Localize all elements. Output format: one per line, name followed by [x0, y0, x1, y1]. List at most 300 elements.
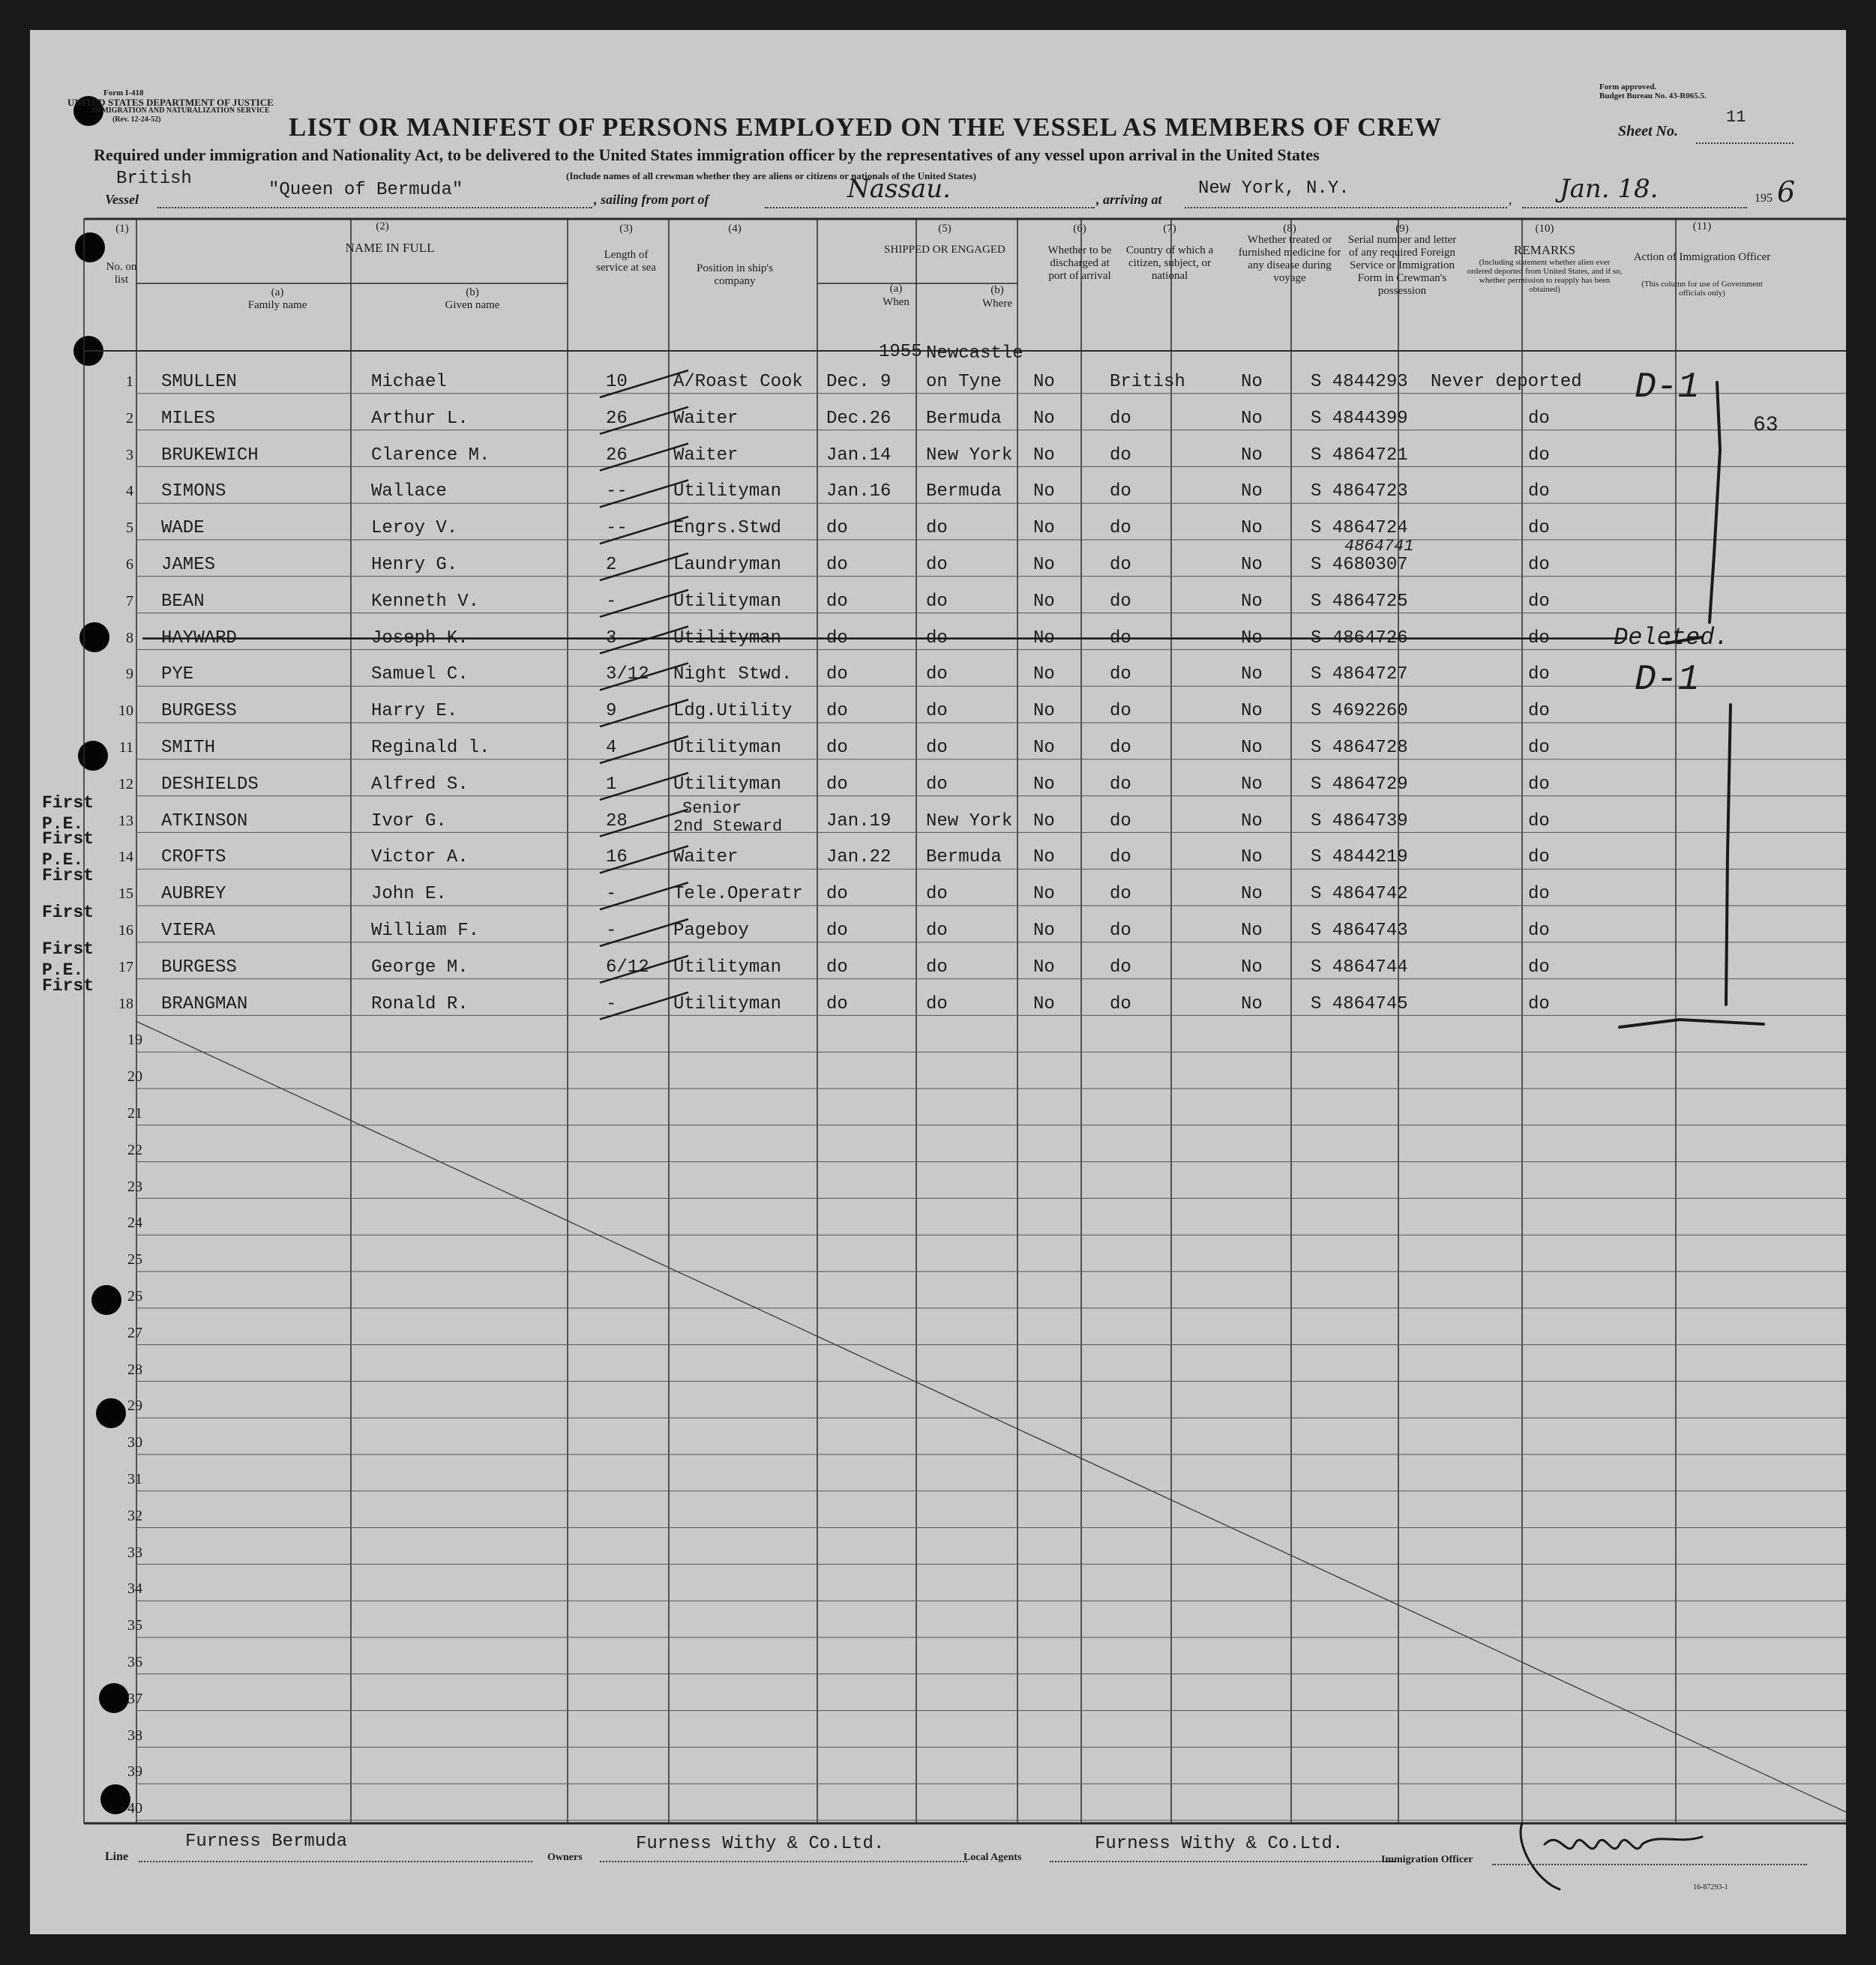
country: British: [1110, 372, 1185, 392]
remarks: do: [1528, 738, 1550, 758]
col5-number: (5): [938, 223, 951, 235]
subtitle: Required under immigration and Nationality Act, to be delivered to the United States immigration officer by the representatives of any vessel upon arrival in the United States: [94, 145, 1320, 164]
position: Ldg.Utility: [673, 701, 793, 722]
budget-bureau: Budget Bureau No. 43-R065.5.: [1599, 91, 1707, 100]
engaged-where-line1: Newcastle: [926, 343, 1023, 364]
position: Utilityman: [673, 481, 782, 502]
discharge: No: [1033, 518, 1055, 539]
col2b-number: (b): [466, 286, 479, 298]
remarks: do: [1528, 408, 1550, 429]
serial-number: S 4864745: [1311, 993, 1408, 1014]
discharge: No: [1033, 591, 1055, 612]
service-length: 4: [606, 738, 617, 758]
engaged-where: Bermuda: [926, 847, 1002, 868]
vessel-name: "Queen of Bermuda": [268, 180, 463, 200]
position: A/Roast Cook: [673, 372, 803, 392]
engaged-where: New York: [926, 810, 1013, 831]
country: do: [1110, 957, 1131, 978]
engaged-when: Dec. 9: [826, 372, 892, 392]
engaged-where: do: [926, 518, 948, 539]
medicine: No: [1241, 701, 1263, 722]
engaged-when: Dec.26: [826, 408, 892, 429]
owners-underline: [600, 1861, 967, 1862]
col9-number: (9): [1395, 223, 1409, 235]
col9-header: Serial number and letter of any required Foreign Service or Immigration Form in Crewman's possession: [1347, 234, 1457, 297]
col2a-number: (a): [271, 286, 284, 298]
serial-number: S 4864744: [1311, 957, 1408, 978]
row-number: 13: [118, 812, 133, 829]
given-name: Henry G.: [371, 555, 458, 575]
position: Utilityman: [673, 628, 782, 649]
row-number: 27: [127, 1324, 142, 1341]
officer-label: Immigration Officer: [1381, 1854, 1473, 1865]
col1-header: No. on list: [106, 261, 137, 286]
medicine: No: [1241, 445, 1263, 466]
discharge: No: [1033, 664, 1055, 685]
engaged-when: do: [826, 664, 848, 685]
discharge: No: [1033, 810, 1055, 831]
service-length: 28: [606, 810, 628, 831]
row-number: 21: [127, 1105, 142, 1122]
country: do: [1110, 481, 1131, 502]
left-note-2: P.E.: [42, 813, 84, 834]
serial-number: S 4864743: [1311, 921, 1408, 941]
left-note: First: [42, 939, 94, 959]
col5-header: SHIPPED OR ENGAGED: [884, 244, 1005, 256]
officer-underline: [1492, 1864, 1807, 1865]
country: do: [1110, 701, 1131, 722]
given-name: John E.: [371, 884, 447, 905]
service-length: -: [606, 921, 617, 941]
row-number: 32: [127, 1507, 142, 1524]
remarks: do: [1528, 993, 1550, 1014]
row-number: 31: [127, 1471, 142, 1487]
engaged-when: do: [826, 957, 848, 978]
approval: Form approved.: [1599, 82, 1657, 91]
position: Engrs.Stwd: [673, 518, 782, 539]
discharge: No: [1033, 738, 1055, 758]
left-note: First: [42, 975, 94, 996]
left-note-2: P.E.: [42, 850, 84, 870]
position: Waiter: [673, 408, 739, 429]
engaged-when: do: [826, 701, 848, 722]
family-name: BEAN: [161, 591, 205, 612]
row-number: 22: [127, 1141, 142, 1158]
row-number: 16: [118, 922, 133, 939]
given-name: Joseph K.: [371, 628, 469, 649]
serial-number: S 4864723: [1311, 481, 1408, 502]
side-note: 63: [1753, 414, 1779, 437]
discharge: No: [1033, 774, 1055, 795]
line-value: Furness Bermuda: [185, 1832, 348, 1852]
serial-number: S 4864742: [1311, 884, 1408, 905]
sailing-label: , sailing from port of: [594, 192, 709, 207]
serial-number: S 4844293: [1311, 372, 1408, 392]
left-note: First: [42, 792, 94, 813]
row-number: 29: [127, 1397, 142, 1415]
engaged-where: do: [926, 738, 948, 758]
country: do: [1110, 408, 1131, 429]
position: Utilityman: [673, 591, 782, 612]
service-length: 6/12: [606, 957, 649, 978]
row-number: 30: [127, 1434, 142, 1451]
col6-header: Whether to be discharged at port of arrival: [1047, 244, 1112, 282]
col6-number: (6): [1073, 223, 1086, 235]
row-number: 11: [118, 739, 133, 756]
engaged-when: do: [826, 555, 848, 575]
family-name: HAYWARD: [161, 628, 237, 649]
family-name: BRANGMAN: [161, 993, 248, 1014]
medicine: No: [1241, 847, 1263, 868]
engaged-when: do: [826, 591, 848, 612]
engaged-where: Bermuda: [926, 481, 1002, 502]
family-name: JAMES: [161, 555, 216, 575]
medicine: No: [1241, 481, 1263, 502]
family-name: CROFTS: [161, 847, 226, 868]
medicine: No: [1241, 372, 1263, 392]
remarks: do: [1528, 591, 1550, 612]
service: IMMIGRATION AND NATURALIZATION SERVICE: [91, 106, 270, 115]
country: do: [1110, 518, 1131, 539]
revision: (Rev. 12-24-52): [112, 115, 161, 124]
serial-number: S 4844399: [1311, 408, 1408, 429]
family-name: PYE: [161, 664, 194, 685]
service-length: 3/12: [606, 664, 649, 685]
remarks: do: [1528, 664, 1550, 685]
left-note-2: P.E.: [42, 960, 84, 980]
agents-value: Furness Withy & Co.Ltd.: [1095, 1834, 1344, 1854]
country: do: [1110, 591, 1131, 612]
manifest-sheet: [30, 30, 1846, 1934]
service-length: -: [606, 591, 617, 612]
serial-number: S 4864727: [1311, 664, 1408, 685]
bracket-tick-1: [1666, 637, 1702, 643]
remarks: do: [1528, 957, 1550, 978]
engaged-when: do: [826, 774, 848, 795]
family-name: ATKINSON: [161, 810, 248, 831]
row-number: 36: [127, 1654, 142, 1670]
vessel-label: Vessel: [105, 192, 139, 207]
family-name: DESHIELDS: [161, 774, 259, 795]
row-number: 2: [126, 409, 133, 427]
col10-number: (10): [1535, 223, 1554, 235]
remarks: do: [1528, 445, 1550, 466]
col5b-number: (b): [990, 284, 1004, 296]
medicine: No: [1241, 774, 1263, 795]
col2-header: NAME IN FULL: [345, 241, 435, 255]
row-number: 19: [127, 1032, 142, 1049]
position: Tele.Operatr: [673, 884, 803, 905]
given-name: George M.: [371, 957, 469, 978]
given-name: Michael: [371, 372, 447, 392]
family-name: BURGESS: [161, 701, 237, 722]
position: Waiter: [673, 445, 739, 466]
country: do: [1110, 738, 1131, 758]
row-number: 34: [127, 1580, 142, 1598]
officer-action: D-1: [1635, 660, 1700, 701]
col5a-header: When: [883, 296, 910, 308]
given-name: Victor A.: [371, 847, 469, 868]
serial-number: S 4844219: [1311, 847, 1408, 868]
country: do: [1110, 628, 1131, 649]
country: do: [1110, 445, 1131, 466]
given-name: Alfred S.: [371, 774, 469, 795]
serial-number: S 4692260: [1311, 701, 1408, 722]
row-number: 26: [127, 1288, 142, 1305]
given-name: Wallace: [371, 481, 447, 502]
medicine: No: [1241, 993, 1263, 1014]
given-name: Samuel C.: [371, 664, 469, 685]
row-number: 40: [127, 1800, 142, 1817]
discharge: No: [1033, 701, 1055, 722]
service-length: --: [606, 481, 628, 502]
given-name: Reginald l.: [371, 738, 490, 758]
discharge: No: [1033, 628, 1055, 649]
discharge: No: [1033, 993, 1055, 1014]
include-note: (Include names of all crewman whether they are aliens or citizens or nationals of the United States): [566, 170, 976, 181]
year-handwritten: 6: [1777, 175, 1796, 208]
row-number: 12: [118, 775, 133, 792]
discharge: No: [1033, 555, 1055, 575]
remarks: do: [1528, 847, 1550, 868]
medicine: No: [1241, 810, 1263, 831]
family-name: SIMONS: [161, 481, 226, 502]
row-number: 24: [127, 1215, 142, 1232]
engaged-when: Jan.14: [826, 445, 892, 466]
left-note: First: [42, 829, 94, 849]
col3-header: Length of service at sea: [596, 249, 656, 274]
country: do: [1110, 847, 1131, 868]
row-number: 6: [126, 556, 133, 573]
arrival-date: Jan. 18.: [1560, 174, 1659, 204]
page-title: LIST OR MANIFEST OF PERSONS EMPLOYED ON THE VESSEL AS MEMBERS OF CREW: [289, 112, 1443, 142]
engaged-where: do: [926, 555, 948, 575]
engaged-where: do: [926, 884, 948, 905]
sheet-number: 11: [1726, 108, 1746, 127]
given-name: Leroy V.: [371, 518, 458, 539]
col2a-header: Family name: [247, 299, 307, 311]
given-name: Kenneth V.: [371, 591, 480, 612]
service-length: 9: [606, 701, 617, 722]
row-number: 14: [118, 849, 133, 866]
vessel-nationality: British: [116, 169, 192, 189]
row-number: 8: [126, 629, 133, 646]
col10-note: (Including statement whether alien ever ordered deported from United States, and if so, whether permission to reapply has been obtained): [1467, 258, 1623, 294]
remarks: do: [1528, 518, 1550, 539]
col2b-header: Given name: [445, 299, 500, 311]
col5a-number: (a): [889, 283, 903, 295]
country: do: [1110, 555, 1131, 575]
footer-code: 16-87293-1: [1693, 1883, 1728, 1892]
row-number: 18: [118, 995, 133, 1012]
discharge: No: [1033, 957, 1055, 978]
serial-number: S 4864739: [1311, 810, 1408, 831]
row-number: 5: [126, 520, 133, 537]
col7-header: Country of which a citizen, subject, or national: [1125, 244, 1214, 282]
family-name: BURGESS: [161, 957, 237, 978]
remarks: do: [1528, 555, 1550, 575]
engaged-when: do: [826, 518, 848, 539]
engaged-when: do: [826, 628, 848, 649]
medicine: No: [1241, 957, 1263, 978]
col1-number: (1): [115, 223, 129, 235]
given-name: Ronald R.: [371, 993, 469, 1014]
engaged-when: Jan.22: [826, 847, 892, 868]
position: Utilityman: [673, 738, 782, 758]
discharge: No: [1033, 884, 1055, 905]
country: do: [1110, 664, 1131, 685]
engaged-when: Jan.16: [826, 481, 892, 502]
row-number: 39: [127, 1763, 142, 1781]
service-length: -: [606, 993, 617, 1014]
remarks: do: [1528, 810, 1550, 831]
serial-number: S 4680307: [1311, 555, 1408, 575]
agency: UNITED STATES DEPARTMENT OF JUSTICE: [67, 97, 274, 108]
engaged-when: do: [826, 738, 848, 758]
country: do: [1110, 993, 1131, 1014]
discharge: No: [1033, 921, 1055, 941]
row-number: 17: [118, 958, 133, 975]
engaged-where: do: [926, 628, 948, 649]
service-length: 26: [606, 445, 628, 466]
line-underline: [139, 1861, 532, 1862]
medicine: No: [1241, 921, 1263, 941]
family-name: VIERA: [161, 921, 216, 941]
service-length: 2: [606, 555, 617, 575]
owners-label: Owners: [547, 1852, 583, 1863]
year-printed: 195: [1755, 192, 1773, 205]
remarks: do: [1528, 481, 1550, 502]
left-note: First: [42, 866, 94, 886]
medicine: No: [1241, 884, 1263, 905]
officer-action: D-1: [1635, 367, 1700, 408]
given-name: Arthur L.: [371, 408, 469, 429]
row-number: 15: [118, 885, 133, 903]
service-length: --: [606, 518, 628, 539]
discharge: No: [1033, 481, 1055, 502]
service-length: 26: [606, 408, 628, 429]
col8-header: Whether treated or furnished medicine for any disease during voyage: [1238, 234, 1341, 284]
service-length: 16: [606, 847, 628, 868]
arriving-label: , arriving at: [1096, 192, 1162, 207]
owners-value: Furness Withy & Co.Ltd.: [636, 1834, 885, 1854]
engaged-where: New York: [926, 445, 1013, 466]
discharge: No: [1033, 408, 1055, 429]
officer-signature: [1521, 1823, 1702, 1889]
engaged-where: do: [926, 701, 948, 722]
position: Utilityman: [673, 957, 782, 978]
position: Laundryman: [673, 555, 782, 575]
medicine: No: [1241, 518, 1263, 539]
left-note: First: [42, 903, 94, 922]
medicine: No: [1241, 738, 1263, 758]
family-name: SMITH: [161, 738, 216, 758]
agents-label: Local Agents: [963, 1852, 1022, 1863]
sailing-port: Nassau.: [847, 174, 951, 204]
engaged-when: do: [826, 993, 848, 1014]
country: do: [1110, 774, 1131, 795]
col11-number: (11): [1692, 220, 1712, 232]
position: Waiter: [673, 847, 739, 868]
col11-note: (This column for use of Government officials only): [1641, 280, 1763, 298]
given-name: Clarence M.: [371, 445, 490, 466]
discharge: No: [1033, 847, 1055, 868]
row-number: 38: [127, 1727, 142, 1744]
given-name: Ivor G.: [371, 810, 447, 831]
serial-number: S 4864721: [1311, 445, 1408, 466]
engaged-where: Bermuda: [926, 408, 1002, 429]
row-number: 4: [126, 483, 133, 500]
position: Utilityman: [673, 774, 782, 795]
col11-header: Action of Immigration Officer: [1633, 251, 1771, 263]
row-number: 28: [127, 1361, 142, 1378]
row-number: 25: [127, 1251, 142, 1269]
family-name: MILES: [161, 408, 216, 429]
bracket-line-2: [1726, 705, 1731, 1005]
given-name: William F.: [371, 921, 480, 941]
serial-number: S 4864725: [1311, 591, 1408, 612]
engaged-where: do: [926, 957, 948, 978]
serial-number: S 4864728: [1311, 738, 1408, 758]
family-name: BRUKEWICH: [161, 445, 259, 466]
row-number: 3: [126, 446, 133, 463]
family-name: WADE: [161, 518, 205, 539]
position: Pageboy: [673, 921, 749, 941]
row-number: 23: [127, 1178, 142, 1195]
col5b-header: Where: [982, 298, 1012, 310]
service-length: 3: [606, 628, 617, 649]
medicine: No: [1241, 408, 1263, 429]
row-number: 20: [127, 1068, 142, 1086]
remarks: do: [1528, 628, 1550, 649]
position: 2nd Steward: [673, 816, 783, 836]
position: Night Stwd.: [673, 664, 793, 685]
position-line1: Senior: [682, 798, 742, 818]
engaged-where: do: [926, 664, 948, 685]
engaged-where: on Tyne: [926, 372, 1002, 392]
comma: ,: [1509, 192, 1512, 207]
row-number: 37: [127, 1690, 142, 1707]
medicine: No: [1241, 664, 1263, 685]
engaged-when: Jan.19: [826, 810, 892, 831]
sheet-label: Sheet No.: [1618, 123, 1678, 139]
remarks: Never deported: [1431, 372, 1582, 392]
family-name: SMULLEN: [161, 372, 237, 392]
handwritten-marks: [30, 30, 1846, 1934]
bracket-line-1: [1710, 382, 1720, 622]
remarks: do: [1528, 884, 1550, 905]
form-id: Form I-418: [103, 88, 144, 97]
row-number: 1: [126, 373, 133, 390]
col7-number: (7): [1163, 223, 1176, 235]
serial-correction: 4864741: [1344, 537, 1414, 556]
col4-header: Position in ship's company: [697, 262, 773, 287]
col2-number: (2): [376, 220, 389, 232]
row-number: 7: [126, 592, 133, 610]
medicine: No: [1241, 591, 1263, 612]
service-length: 10: [606, 372, 628, 392]
discharge: No: [1033, 372, 1055, 392]
discharge: No: [1033, 445, 1055, 466]
country: do: [1110, 810, 1131, 831]
serial-number: S 4864724: [1311, 518, 1408, 539]
arrival-port: New York, N.Y.: [1198, 178, 1350, 199]
bracket-end-tick: [1620, 1020, 1764, 1027]
agents-underline: [1050, 1861, 1395, 1862]
col8-number: (8): [1283, 223, 1296, 235]
country: do: [1110, 884, 1131, 905]
position: Utilityman: [673, 993, 782, 1014]
